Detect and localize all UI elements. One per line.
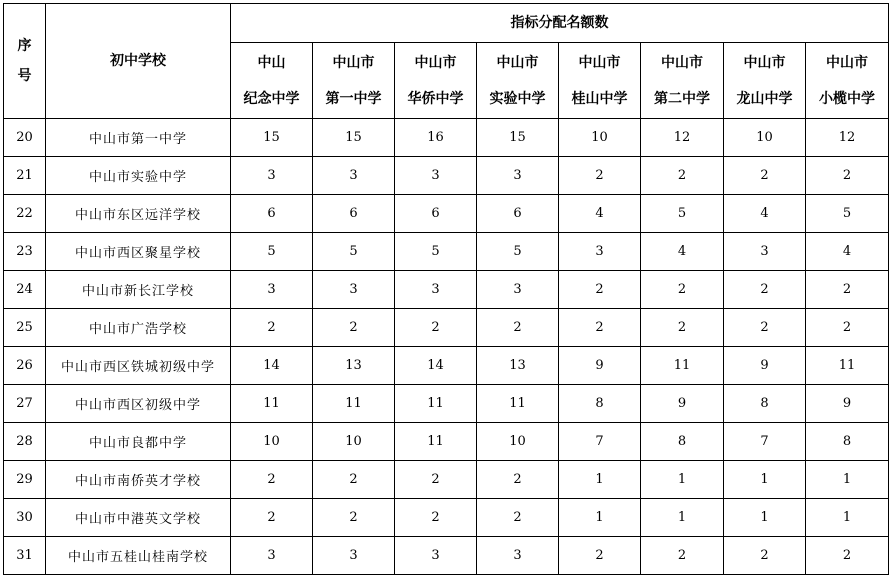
quota-value-cell: 3 [231, 271, 313, 309]
seq-cell: 20 [4, 119, 46, 157]
quota-value-cell: 2 [559, 271, 641, 309]
target-school-name-line2: 桂山中学 [571, 90, 628, 107]
quota-value-cell: 3 [313, 157, 395, 195]
table-row [4, 195, 889, 233]
quota-value-cell: 6 [231, 195, 313, 233]
quota-value-cell: 15 [477, 119, 559, 157]
quota-value-cell: 9 [724, 347, 806, 385]
seq-column-header [4, 4, 46, 119]
school-name-cell: 中山市西区初级中学 [46, 385, 231, 423]
quota-value-cell: 4 [724, 195, 806, 233]
quota-value-cell: 10 [231, 423, 313, 461]
quota-value-cell: 2 [806, 157, 889, 195]
quota-value-cell: 2 [806, 271, 889, 309]
quota-value-cell: 3 [231, 537, 313, 575]
quota-value-cell: 3 [477, 157, 559, 195]
quota-value-cell: 2 [559, 309, 641, 347]
quota-value-cell: 12 [641, 119, 724, 157]
seq-cell: 30 [4, 499, 46, 537]
table-header [4, 4, 889, 119]
target-school-header [395, 43, 477, 119]
quota-value-cell: 5 [641, 195, 724, 233]
school-column-header: 初中学校 [46, 4, 231, 119]
quota-group-header: 指标分配名额数 [231, 4, 889, 43]
quota-value-cell: 1 [641, 499, 724, 537]
quota-value-cell: 3 [231, 157, 313, 195]
quota-value-cell: 1 [559, 461, 641, 499]
target-school-header [559, 43, 641, 119]
quota-value-cell: 2 [806, 537, 889, 575]
quota-value-cell: 2 [559, 157, 641, 195]
table-row [4, 499, 889, 537]
quota-value-cell: 3 [559, 233, 641, 271]
school-name-cell: 中山市西区铁城初级中学 [46, 347, 231, 385]
quota-value-cell: 11 [641, 347, 724, 385]
quota-value-cell: 4 [559, 195, 641, 233]
quota-value-cell: 4 [806, 233, 889, 271]
quota-value-cell: 13 [477, 347, 559, 385]
quota-value-cell: 2 [395, 461, 477, 499]
quota-value-cell: 11 [231, 385, 313, 423]
school-name-cell: 中山市中港英文学校 [46, 499, 231, 537]
quota-value-cell: 11 [313, 385, 395, 423]
seq-cell: 31 [4, 537, 46, 575]
quota-value-cell: 8 [806, 423, 889, 461]
quota-value-cell: 1 [724, 461, 806, 499]
quota-value-cell: 2 [724, 271, 806, 309]
quota-value-cell: 11 [806, 347, 889, 385]
quota-value-cell: 7 [724, 423, 806, 461]
quota-value-cell: 8 [559, 385, 641, 423]
quota-value-cell: 2 [724, 537, 806, 575]
quota-value-cell: 3 [477, 271, 559, 309]
quota-value-cell: 3 [395, 271, 477, 309]
seq-cell: 28 [4, 423, 46, 461]
seq-cell: 24 [4, 271, 46, 309]
quota-value-cell: 1 [641, 461, 724, 499]
school-name-cell: 中山市东区远洋学校 [46, 195, 231, 233]
quota-value-cell: 3 [724, 233, 806, 271]
quota-value-cell: 10 [477, 423, 559, 461]
table-row [4, 537, 889, 575]
seq-cell: 23 [4, 233, 46, 271]
table-body [4, 119, 889, 575]
table-row [4, 309, 889, 347]
quota-value-cell: 1 [806, 461, 889, 499]
quota-value-cell: 16 [395, 119, 477, 157]
quota-value-cell: 13 [313, 347, 395, 385]
school-name-cell: 中山市五桂山桂南学校 [46, 537, 231, 575]
quota-value-cell: 5 [806, 195, 889, 233]
target-school-header [313, 43, 395, 119]
table-row [4, 423, 889, 461]
school-name-cell: 中山市第一中学 [46, 119, 231, 157]
quota-value-cell: 2 [313, 499, 395, 537]
quota-value-cell: 2 [395, 499, 477, 537]
target-school-name-line1: 中山市 [578, 54, 621, 71]
quota-value-cell: 2 [477, 309, 559, 347]
school-name-cell: 中山市新长江学校 [46, 271, 231, 309]
quota-value-cell: 14 [395, 347, 477, 385]
quota-value-cell: 12 [806, 119, 889, 157]
school-name-cell: 中山市良都中学 [46, 423, 231, 461]
quota-value-cell: 8 [641, 423, 724, 461]
school-name-cell: 中山市实验中学 [46, 157, 231, 195]
quota-value-cell: 2 [559, 537, 641, 575]
quota-value-cell: 5 [395, 233, 477, 271]
quota-value-cell: 11 [395, 423, 477, 461]
quota-value-cell: 3 [313, 537, 395, 575]
quota-value-cell: 2 [806, 309, 889, 347]
seq-cell: 25 [4, 309, 46, 347]
quota-value-cell: 11 [477, 385, 559, 423]
quota-value-cell: 2 [313, 461, 395, 499]
table-row [4, 157, 889, 195]
quota-value-cell: 2 [313, 309, 395, 347]
table-row [4, 119, 889, 157]
quota-value-cell: 2 [641, 537, 724, 575]
target-school-name-line1: 中山市 [826, 54, 868, 71]
quota-value-cell: 2 [231, 461, 313, 499]
header-row-top [4, 4, 889, 43]
target-school-name-line1: 中山市 [332, 54, 375, 71]
quota-value-cell: 2 [641, 309, 724, 347]
target-school-header [477, 43, 559, 119]
quota-value-cell: 10 [559, 119, 641, 157]
quota-value-cell: 3 [313, 271, 395, 309]
target-school-name-line2: 第一中学 [325, 90, 382, 107]
quota-value-cell: 1 [559, 499, 641, 537]
school-name-cell: 中山市广浩学校 [46, 309, 231, 347]
quota-value-cell: 6 [477, 195, 559, 233]
quota-value-cell: 1 [724, 499, 806, 537]
quota-value-cell: 9 [806, 385, 889, 423]
target-school-name-line1: 中山市 [661, 54, 703, 71]
quota-value-cell: 3 [395, 157, 477, 195]
quota-value-cell: 15 [231, 119, 313, 157]
quota-value-cell: 10 [724, 119, 806, 157]
quota-value-cell: 2 [231, 309, 313, 347]
seq-header-line2: 号 [17, 68, 32, 84]
target-school-name-line2: 实验中学 [489, 90, 546, 107]
quota-value-cell: 1 [806, 499, 889, 537]
target-school-name-line2: 华侨中学 [407, 90, 464, 107]
quota-value-cell: 15 [313, 119, 395, 157]
seq-cell: 27 [4, 385, 46, 423]
table-row [4, 347, 889, 385]
table-row [4, 271, 889, 309]
quota-value-cell: 2 [477, 499, 559, 537]
quota-value-cell: 6 [395, 195, 477, 233]
quota-value-cell: 4 [641, 233, 724, 271]
table-row [4, 233, 889, 271]
quota-value-cell: 2 [724, 157, 806, 195]
target-school-name-line1: 中山市 [414, 54, 457, 71]
school-name-cell: 中山市南侨英才学校 [46, 461, 231, 499]
quota-value-cell: 3 [395, 537, 477, 575]
quota-value-cell: 2 [724, 309, 806, 347]
quota-value-cell: 8 [724, 385, 806, 423]
seq-cell: 21 [4, 157, 46, 195]
quota-value-cell: 2 [477, 461, 559, 499]
target-school-name-line1: 中山市 [496, 54, 539, 71]
target-school-header [641, 43, 724, 119]
target-school-name-line1: 中山市 [743, 54, 786, 71]
quota-value-cell: 2 [231, 499, 313, 537]
target-school-header [724, 43, 806, 119]
target-school-name-line2: 龙山中学 [736, 90, 793, 107]
target-school-name-line2: 第二中学 [654, 90, 710, 107]
quota-value-cell: 2 [641, 271, 724, 309]
school-name-cell: 中山市西区聚星学校 [46, 233, 231, 271]
target-school-header [806, 43, 889, 119]
quota-value-cell: 11 [395, 385, 477, 423]
quota-value-cell: 5 [313, 233, 395, 271]
quota-value-cell: 9 [641, 385, 724, 423]
target-school-header [231, 43, 313, 119]
target-school-name-line1: 中山 [257, 54, 286, 71]
quota-value-cell: 10 [313, 423, 395, 461]
seq-header-line1: 序 [17, 38, 32, 54]
quota-value-cell: 6 [313, 195, 395, 233]
quota-value-cell: 5 [477, 233, 559, 271]
target-school-name-line2: 小榄中学 [819, 90, 875, 107]
quota-table [3, 3, 889, 575]
quota-value-cell: 7 [559, 423, 641, 461]
target-school-name-line2: 纪念中学 [243, 90, 300, 107]
quota-value-cell: 2 [395, 309, 477, 347]
table-row [4, 385, 889, 423]
seq-cell: 29 [4, 461, 46, 499]
quota-value-cell: 3 [477, 537, 559, 575]
seq-cell: 26 [4, 347, 46, 385]
seq-cell: 22 [4, 195, 46, 233]
quota-value-cell: 9 [559, 347, 641, 385]
quota-value-cell: 5 [231, 233, 313, 271]
quota-value-cell: 2 [641, 157, 724, 195]
table-row [4, 461, 889, 499]
quota-value-cell: 14 [231, 347, 313, 385]
